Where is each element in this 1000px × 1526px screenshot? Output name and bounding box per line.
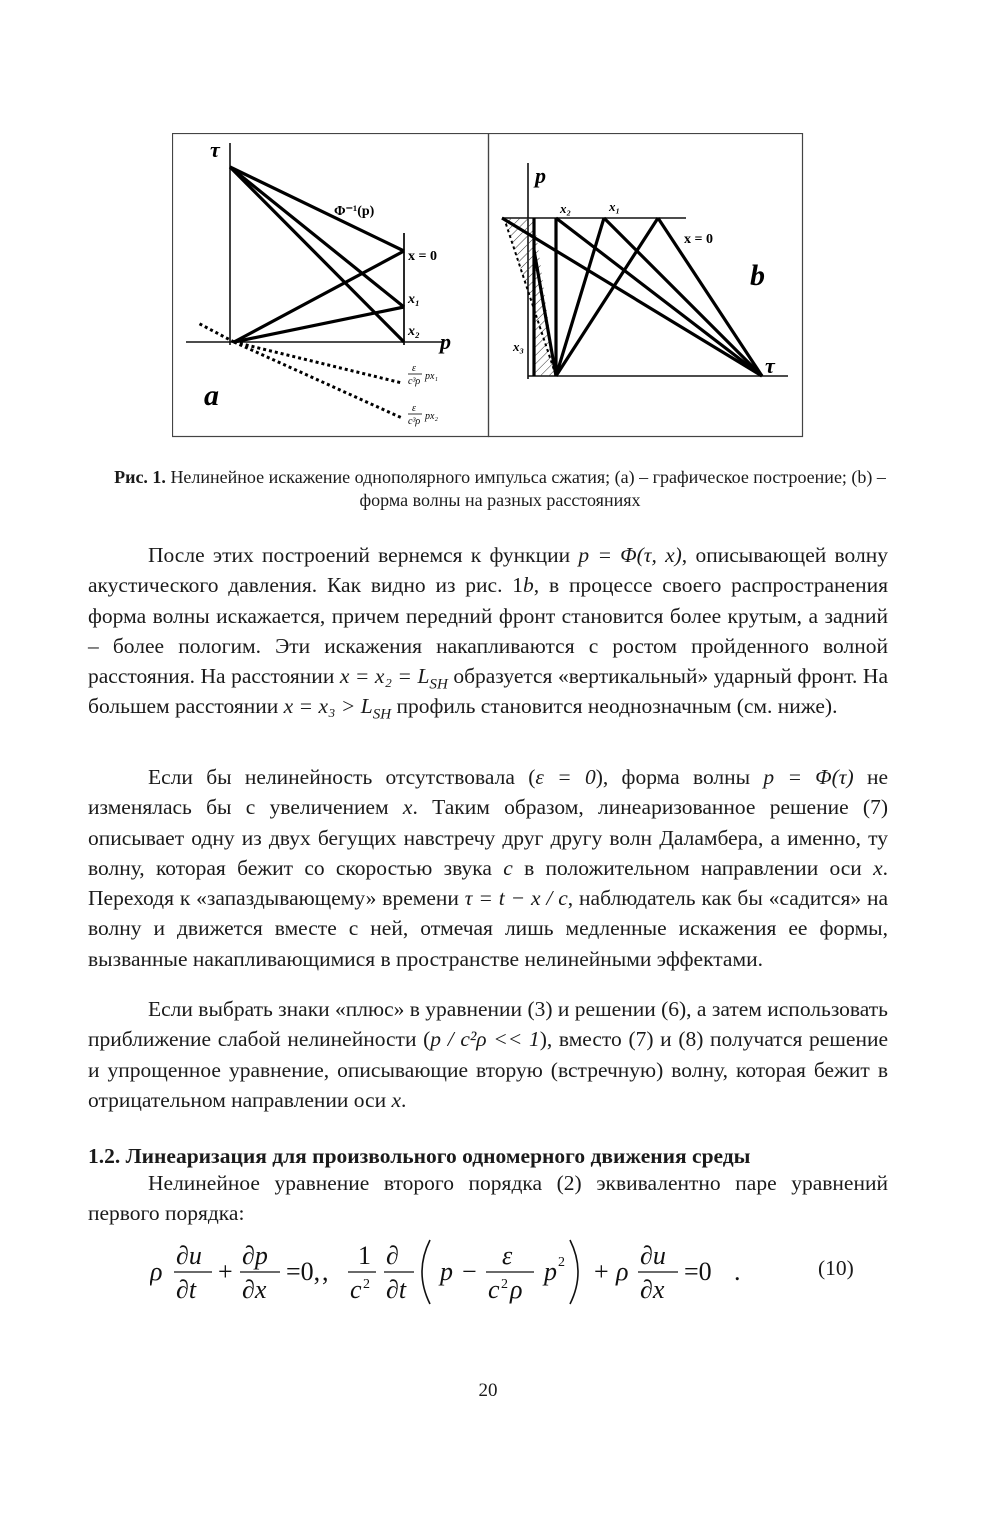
panel-a-dash-label-1: [408, 363, 438, 387]
panel-a-p-label: p: [440, 329, 451, 354]
p1-text-e: профиль становится неоднозначным (см. ниже).: [396, 694, 838, 719]
svg-text:ε: ε: [412, 403, 416, 414]
p1-text-a: После этих построений вернемся к функции: [148, 543, 571, 567]
p3-formula-2: x: [391, 1087, 402, 1112]
paragraph-3: [88, 994, 888, 1115]
figure-1: [172, 133, 804, 438]
svg-text:c: c: [488, 1275, 500, 1304]
svg-text:+: +: [594, 1257, 609, 1286]
panel-a-x2-label: x₂: [408, 324, 420, 339]
svg-text:ρ: ρ: [150, 1257, 163, 1286]
svg-text:px₂: px₂: [425, 411, 438, 422]
svg-text:ρ: ρ: [616, 1257, 629, 1286]
p2-text-g: , наблюдатель как бы «садится» на волну и движется вместе с ней, отмечая лишь медленные искажения ее формы, вызванные накапливающимися в пространстве нелинейными эффектами.: [88, 886, 888, 971]
svg-text:p: p: [544, 1257, 557, 1286]
svg-text:2: 2: [501, 1277, 508, 1292]
svg-text:c: c: [350, 1275, 362, 1304]
p2-text-c: не изменялась бы с увеличением: [88, 765, 889, 820]
p2-text-d: . Таким образом, линеаризованное решение (7) описывает одну из двух бегущих навстречу друг другу волн Даламбера, а именно, ту волну, которая бежит со скоростью звука: [88, 795, 888, 880]
panel-a-x1-label: x₁: [408, 292, 420, 307]
svg-text:c³ρ: c³ρ: [408, 416, 421, 427]
p2-text-b: ), форма волны: [595, 765, 751, 789]
p2-formula-6: τ = t − x / c: [464, 886, 568, 911]
p2-formula-4: c: [503, 855, 513, 880]
svg-text:2: 2: [363, 1277, 370, 1292]
panel-a-dashed: [198, 323, 402, 418]
svg-text:−: −: [462, 1257, 477, 1286]
equation-number: (10): [818, 1256, 854, 1280]
p3-text-b: ), вместо (7) и (8) получатся решение и упрощенное уравнение, описывающие вторую (встречную) волну, которая бежит в отрицательном направлении оси: [88, 1027, 888, 1112]
equation-10: [150, 1232, 870, 1312]
p1-fig-ref: b: [523, 573, 534, 598]
section-heading: 1.2. Линеаризация для произвольного одномерного движения среды: [88, 1144, 751, 1168]
panel-b-label: b: [750, 259, 765, 292]
caption-prefix: Рис. 1.: [114, 467, 166, 487]
p1-text-c: , в процессе своего распространения форма волны искажается, причем передний фронт становится более крутым, а задний – более пологим. Эти искажения накапливаются с ростом пройденного волной расстояния. На расстоянии: [88, 573, 889, 689]
p2-text-a: Если бы нелинейность отсутствовала (: [148, 765, 536, 789]
p2-formula-3: x: [402, 795, 413, 820]
panel-b-x1-label: x₁: [609, 199, 621, 214]
svg-text:∂x: ∂x: [640, 1275, 665, 1304]
svg-text:∂: ∂: [386, 1241, 399, 1270]
section-intro-text: Нелинейное уравнение второго порядка (2) эквивалентно паре уравнений первого порядка:: [88, 1171, 888, 1226]
p2-formula-5: x: [873, 855, 883, 880]
panel-a-frame: [173, 134, 489, 437]
panel-b-p-label: p: [535, 163, 546, 188]
panel-b-x0-label: x = 0: [684, 232, 713, 247]
p2-text-f: . Переходя к «запаздывающему» времени: [88, 855, 889, 911]
p1-formula-2: $x = x_2 = L_{SH}$: [339, 664, 448, 693]
svg-text:∂p: ∂p: [242, 1241, 268, 1270]
panel-b-x3-label: x₃: [513, 339, 525, 354]
p2-formula-1: ε = 0: [535, 765, 596, 789]
svg-text:2: 2: [558, 1255, 565, 1270]
p1-formula-3: $x = x_3 > L_{SH}$: [283, 694, 392, 723]
p1-text-d: образуется «вертикальный» ударный фронт. На большем расстоянии: [88, 664, 889, 719]
svg-text:∂u: ∂u: [640, 1241, 666, 1270]
p2-formula-2: p = Φ(τ): [763, 765, 854, 789]
p1-text-b: , описывающей волну акустического давления. Как видно из рис. 1: [88, 543, 888, 598]
eq-comma: ,: [322, 1257, 329, 1286]
panel-a-lines: [230, 167, 404, 342]
section-intro: [88, 1168, 888, 1229]
p3-text-a: Если выбрать знаки «плюс» в уравнении (3) и решении (6), а затем использовать приближение слабой нелинейности (: [88, 997, 888, 1052]
panel-b-tau-label: τ: [765, 353, 775, 378]
panel-a-curve-label: Φ⁻¹(p): [334, 204, 375, 219]
panel-a: [186, 137, 451, 427]
svg-text:ρ: ρ: [510, 1275, 523, 1304]
panel-b: [502, 163, 788, 379]
panel-a-label: a: [204, 379, 219, 412]
figure-1-svg: [172, 133, 804, 438]
svg-text:1: 1: [358, 1241, 371, 1270]
page-number: 20: [478, 1380, 498, 1401]
svg-text:∂t: ∂t: [386, 1275, 407, 1304]
svg-text:=0,: =0,: [286, 1257, 321, 1286]
panel-a-dash-label-2: [408, 403, 438, 427]
svg-text:∂u: ∂u: [176, 1241, 202, 1270]
panel-a-x0-label: x = 0: [408, 249, 437, 264]
svg-text:px₁: px₁: [425, 371, 438, 382]
svg-text:ε: ε: [412, 363, 416, 374]
caption-text: Нелинейное искажение однополярного импульса сжатия; (a) – графическое построение; (b) – форма волны на разных расстояниях: [165, 467, 886, 510]
paragraph-2: [88, 762, 888, 974]
p3-text-c: .: [401, 1087, 407, 1112]
p2-text-e: в положительном направлении оси: [524, 855, 862, 880]
eq-period: .: [734, 1257, 741, 1286]
figure-caption: [110, 466, 890, 512]
svg-text:∂t: ∂t: [176, 1275, 197, 1304]
panel-b-x2-label: x₂: [560, 201, 572, 216]
svg-text:p: p: [440, 1257, 453, 1286]
p3-formula-1: p / c²ρ << 1: [430, 1027, 540, 1052]
p1-formula-1: p = Φ(τ, x): [578, 543, 682, 567]
svg-text:=0: =0: [684, 1257, 712, 1286]
svg-text:+: +: [218, 1257, 233, 1286]
svg-text:c³ρ: c³ρ: [408, 376, 421, 387]
svg-text:ε: ε: [502, 1241, 513, 1270]
svg-text:∂x: ∂x: [242, 1275, 267, 1304]
panel-a-tau-label: τ: [210, 137, 220, 162]
paragraph-1: [88, 540, 888, 722]
equation-10-svg: [150, 1232, 790, 1312]
